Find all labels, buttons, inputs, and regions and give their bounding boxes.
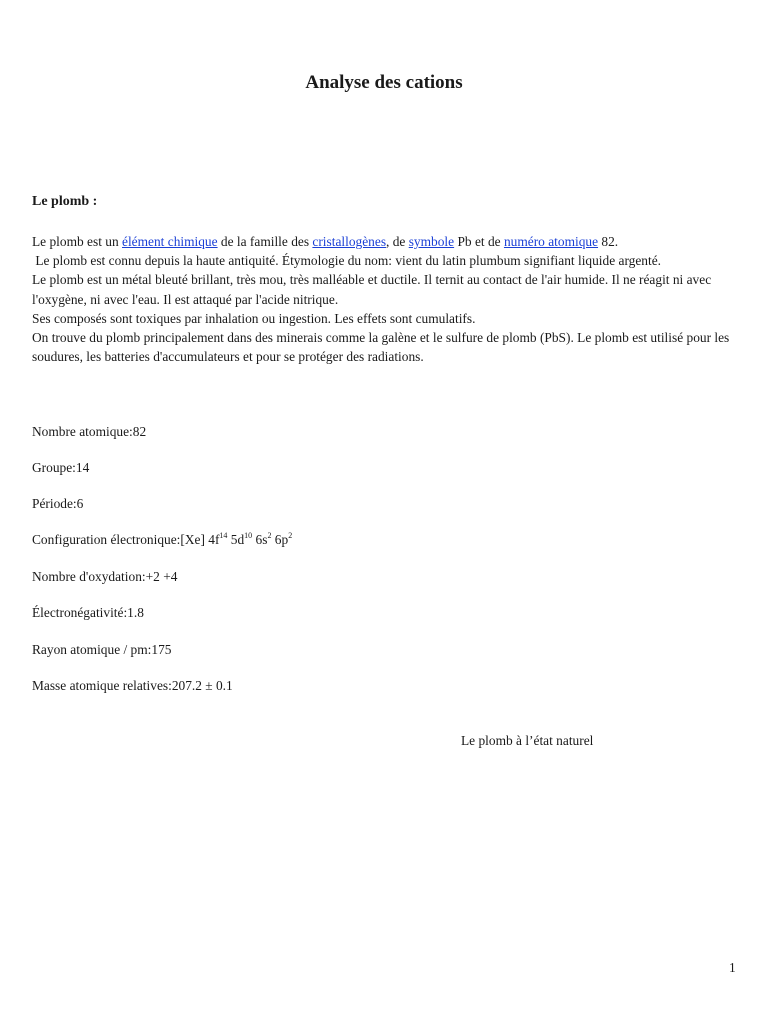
intro-text-fragment: de la famille des: [217, 234, 313, 249]
configuration-exponent: 14: [219, 531, 228, 540]
property-atomic-number: Nombre atomique:82: [32, 424, 147, 439]
intro-text-fragment: 82.: [598, 234, 619, 249]
intro-paragraph-toxicity: Ses composés sont toxiques par inhalation ou ingestion. Les effets sont cumulatifs.: [32, 310, 476, 326]
property-electron-configuration: [32, 532, 292, 548]
page-number: 1: [729, 960, 736, 975]
configuration-part: 6p: [271, 532, 289, 547]
link-symbole[interactable]: symbole: [408, 234, 455, 249]
link-numero-atomique[interactable]: numéro atomique: [503, 234, 599, 249]
intro-line-1: [32, 232, 736, 251]
link-cristallogenes[interactable]: cristallogènes: [312, 234, 387, 249]
configuration-part: [Xe] 4f: [180, 532, 220, 547]
intro-paragraph-sources: On trouve du plomb principalement dans des minerais comme la galène et le sulfure de plomb (PbS). Le plomb est utilisé pour les soudures, les batteries d'accumulateurs et pour se protéger des radiations.: [32, 330, 730, 365]
configuration-part: 5d: [227, 532, 245, 547]
property-atomic-radius: Rayon atomique / pm:175: [32, 642, 172, 657]
property-group: Groupe:14: [32, 460, 90, 475]
intro-text-fragment: Le plomb est un: [32, 234, 123, 249]
property-atomic-mass: Masse atomique relatives:207.2 ± 0.1: [32, 678, 233, 693]
link-element-chimique[interactable]: élément chimique: [122, 234, 218, 249]
intro-text-fragment: Pb et de: [454, 234, 504, 249]
intro-paragraph-properties: Le plomb est un métal bleuté brillant, très mou, très malléable et ductile. Il ternit au contact de l'air humide. Il ne réagit ni avec l'oxygène, ni avec l'eau. Il est attaqué par l'acide nitrique.: [32, 272, 712, 307]
intro-text-fragment: , de: [386, 234, 409, 249]
configuration-label: Configuration électronique:: [32, 532, 181, 547]
intro-text-block: [32, 232, 736, 366]
configuration-exponent: 10: [244, 531, 253, 540]
intro-paragraph-history: Le plomb est connu depuis la haute antiquité. Étymologie du nom: vient du latin plumbum signifiant liquide argenté.: [32, 253, 662, 269]
configuration-exponent: 2: [288, 531, 293, 540]
property-oxidation-state: Nombre d'oxydation:+2 +4: [32, 569, 178, 584]
configuration-part: 6s: [252, 532, 268, 547]
configuration-exponent: 2: [267, 531, 272, 540]
image-caption: Le plomb à l’état naturel: [461, 733, 594, 748]
page-title: Analyse des cations: [305, 72, 463, 93]
property-electronegativity: Électronégativité:1.8: [32, 605, 144, 620]
section-heading: Le plomb :: [32, 194, 98, 209]
property-period: Période:6: [32, 496, 84, 511]
